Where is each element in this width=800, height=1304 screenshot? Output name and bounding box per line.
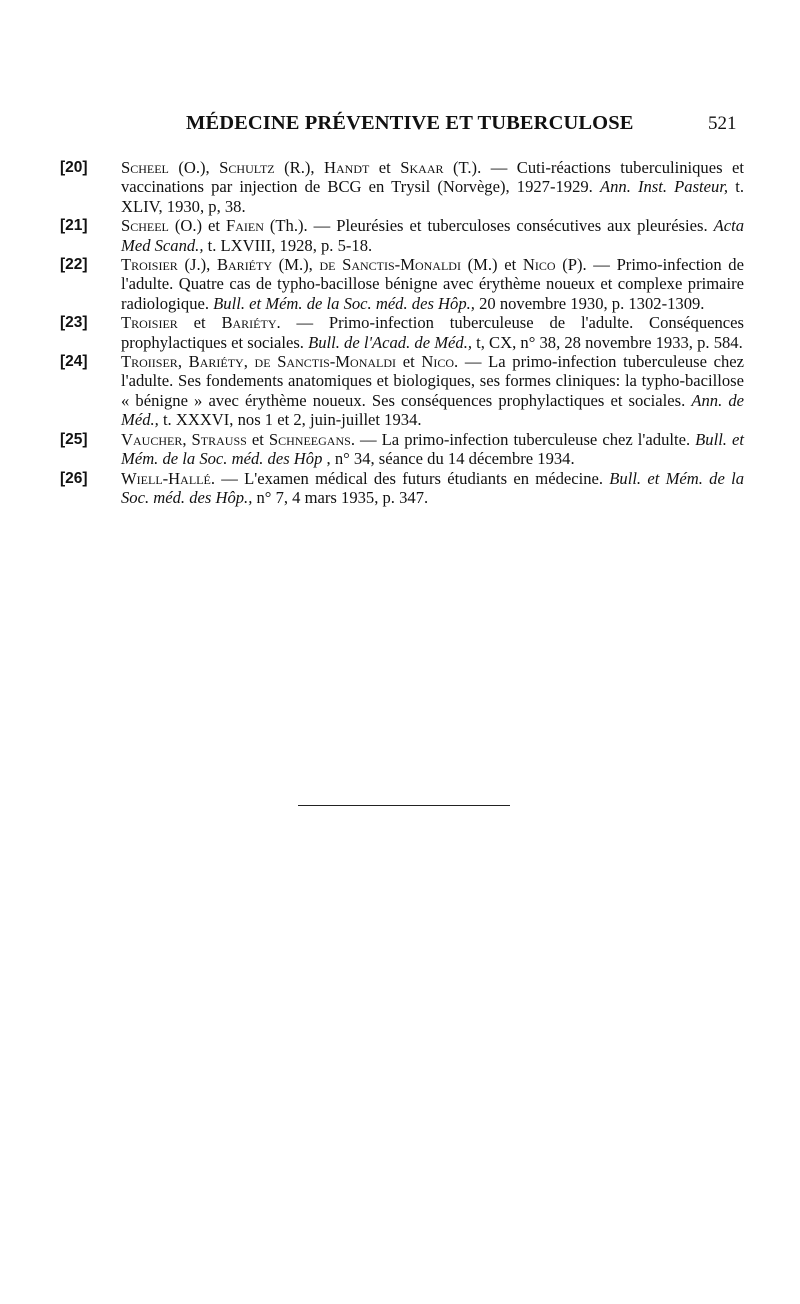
- author-name: Wiell-Hallé: [121, 468, 211, 488]
- reference-segment: . — L'examen médical des futurs étudiants en médecine.: [210, 468, 610, 488]
- reference-item: [60, 255, 744, 313]
- reference-number: [21]: [60, 217, 88, 235]
- reference-segment: (T.). — Cuti-réactions tuberculiniques et vaccinations par injection de BCG en Trysil (Norvège), 1927-1929.: [121, 158, 744, 197]
- reference-segment: (Th.). — Pleurésies et tuberculoses consécutives aux pleurésies.: [263, 216, 714, 236]
- reference-segment: t. LXVIII, 1928, p. 5-18.: [203, 235, 373, 255]
- reference-number: [26]: [60, 469, 88, 487]
- author-name: Troisier: [121, 313, 178, 333]
- reference-segment: t. XXXVI, nos 1 et 2, juin-juillet 1934.: [158, 410, 422, 430]
- reference-segment: (R.),: [274, 158, 325, 177]
- journal-citation: Bull. de l'Acad. de Méd.,: [308, 332, 472, 352]
- reference-segment: 20 novembre 1930, p. 1302-1309.: [474, 293, 705, 313]
- reference-text: [121, 313, 744, 352]
- author-name: Schneegans: [268, 429, 351, 449]
- reference-list: [60, 158, 744, 507]
- reference-item: [60, 469, 744, 508]
- author-name: Troisier: [121, 255, 178, 275]
- reference-number: [20]: [60, 159, 88, 176]
- reference-segment: ,: [243, 352, 255, 372]
- author-name: Troiiser: [121, 352, 178, 372]
- reference-number: [23]: [60, 314, 88, 332]
- reference-text: [121, 216, 744, 255]
- reference-segment: t. XLIV, 1930, p, 38.: [121, 177, 744, 216]
- running-title: MÉDECINE PRÉVENTIVE ET TUBERCULOSE: [186, 112, 634, 134]
- author-name: Strauss: [191, 429, 247, 449]
- author-name: Handt: [324, 158, 370, 177]
- journal-citation: Bull. et Mém. de la Soc. méd. des Hôp.,: [213, 293, 475, 313]
- reference-item: [60, 158, 744, 216]
- author-name: Vaucher: [121, 429, 183, 449]
- journal-citation: Ann. de Méd.,: [121, 390, 744, 430]
- author-name: Nico: [421, 352, 455, 372]
- author-name: Bariéty: [188, 352, 244, 372]
- reference-segment: (O.),: [168, 158, 220, 177]
- reference-item: [60, 430, 744, 469]
- reference-segment: n° 7, 4 mars 1935, p. 347.: [252, 487, 429, 507]
- reference-text: [121, 255, 744, 313]
- reference-segment: ,: [177, 352, 189, 372]
- reference-segment: (M.) et: [460, 255, 523, 275]
- journal-citation: Ann. Inst. Pasteur,: [599, 177, 729, 197]
- reference-text: [121, 352, 744, 430]
- reference-number: [25]: [60, 430, 88, 448]
- author-name: Faien: [226, 216, 264, 236]
- reference-segment: et: [396, 352, 422, 372]
- reference-text: [121, 469, 744, 508]
- reference-item: [60, 216, 744, 255]
- reference-item: [60, 313, 744, 352]
- reference-segment: (M.),: [272, 255, 320, 275]
- reference-segment: (P). — Primo-infection de l'adulte. Quatre cas de typho-bacillose bénigne avec érythème noueux et complexe primaire radiologique.: [121, 255, 744, 313]
- reference-segment: . — La primo-infection tuberculeuse chez l'adulte. Ses fondements anatomiques et biologiques, ses formes cliniques: la typho-bacillose « bénigne » avec érythème noueux. Ses conséquences prophylactiques et sociales.: [121, 352, 745, 410]
- author-name: Scheel: [121, 158, 169, 177]
- reference-segment: , n° 34, séance du 14 décembre 1934.: [322, 449, 575, 469]
- reference-number: [24]: [60, 353, 88, 371]
- journal-citation: Acta Med Scand.,: [121, 216, 745, 255]
- reference-text: [121, 430, 744, 469]
- reference-segment: ,: [182, 429, 192, 449]
- page-number: 521: [708, 113, 737, 134]
- reference-segment: (J.),: [177, 255, 217, 275]
- author-name: de Sanctis-Monaldi: [254, 352, 397, 372]
- reference-segment: et: [369, 158, 401, 177]
- author-name: de Sanctis-Monaldi: [319, 255, 461, 275]
- reference-text: [121, 158, 744, 216]
- author-name: Bariéty: [221, 313, 277, 333]
- author-name: Skaar: [400, 158, 444, 177]
- author-name: Bariéty: [216, 255, 273, 275]
- author-name: Nico: [522, 255, 556, 275]
- reference-segment: . — La primo-infection tuberculeuse chez l'adulte.: [350, 429, 696, 449]
- author-name: Scheel: [121, 216, 169, 236]
- author-name: Schultz: [219, 158, 275, 177]
- journal-citation: Bull. et Mém. de la Soc. méd. des Hôp.,: [121, 468, 744, 507]
- journal-citation: Bull. et Mém. de la Soc. méd. des Hôp: [121, 429, 744, 469]
- reference-segment: et: [177, 313, 222, 333]
- reference-segment: (O.) et: [168, 216, 227, 236]
- reference-segment: . — Primo-infection tuberculeuse de l'adulte. Conséquences prophylactiques et sociales.: [121, 313, 744, 352]
- end-rule: [298, 805, 510, 806]
- reference-segment: et: [246, 429, 269, 449]
- reference-item: [60, 352, 744, 430]
- reference-number: [22]: [60, 256, 88, 274]
- running-head: [0, 112, 800, 140]
- reference-segment: t, CX, n° 38, 28 novembre 1933, p. 584.: [472, 332, 743, 352]
